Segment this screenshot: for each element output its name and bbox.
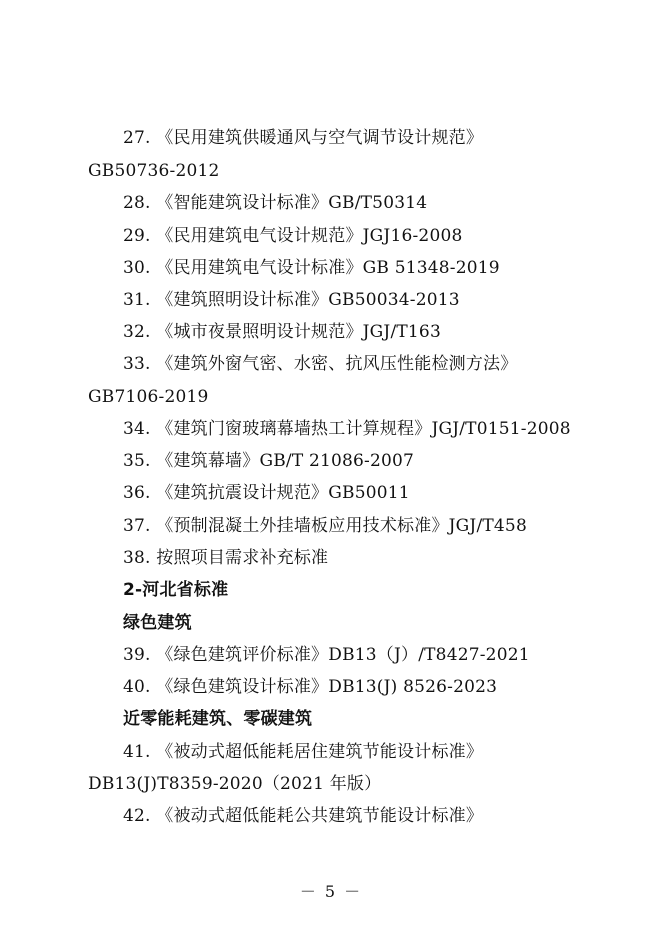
list-item-35: 35. 《建筑幕墙》GB/T 21086-2007 xyxy=(123,451,415,471)
list-item-39: 39. 《绿色建筑评价标准》DB13（J）/T8427-2021 xyxy=(123,645,530,665)
list-item-27-continuation: GB50736-2012 xyxy=(88,161,220,181)
list-item-31: 31. 《建筑照明设计标准》GB50034-2013 xyxy=(123,290,460,310)
list-item-42: 42. 《被动式超低能耗公共建筑节能设计标准》 xyxy=(123,806,484,826)
list-item-33-continuation: GB7106-2019 xyxy=(88,387,209,407)
list-item-28: 28. 《智能建筑设计标准》GB/T50314 xyxy=(123,193,428,213)
list-item-34: 34. 《建筑门窗玻璃幕墙热工计算规程》JGJ/T0151-2008 xyxy=(123,419,571,439)
list-item-40: 40. 《绿色建筑设计标准》DB13(J) 8526-2023 xyxy=(123,677,498,697)
list-item-37: 37. 《预制混凝土外挂墙板应用技术标准》JGJ/T458 xyxy=(123,516,527,536)
list-item-29: 29. 《民用建筑电气设计规范》JGJ16-2008 xyxy=(123,226,463,246)
subsection-heading-green-building: 绿色建筑 xyxy=(123,613,192,633)
list-item-41: 41. 《被动式超低能耗居住建筑节能设计标准》 xyxy=(123,742,484,762)
list-item-32: 32. 《城市夜景照明设计规范》JGJ/T163 xyxy=(123,322,441,342)
list-item-30: 30. 《民用建筑电气设计标准》GB 51348-2019 xyxy=(123,258,500,278)
section-heading-hebei: 2-河北省标准 xyxy=(123,580,229,600)
list-item-27: 27. 《民用建筑供暖通风与空气调节设计规范》 xyxy=(123,128,484,148)
subsection-heading-near-zero-energy: 近零能耗建筑、零碳建筑 xyxy=(123,709,313,729)
list-item-41-continuation: DB13(J)T8359-2020（2021 年版） xyxy=(88,774,382,794)
list-item-36: 36. 《建筑抗震设计规范》GB50011 xyxy=(123,483,410,503)
list-item-33: 33. 《建筑外窗气密、水密、抗风压性能检测方法》 xyxy=(123,354,518,374)
list-item-38: 38. 按照项目需求补充标准 xyxy=(123,548,329,568)
page-number: － 5 － xyxy=(299,882,363,901)
